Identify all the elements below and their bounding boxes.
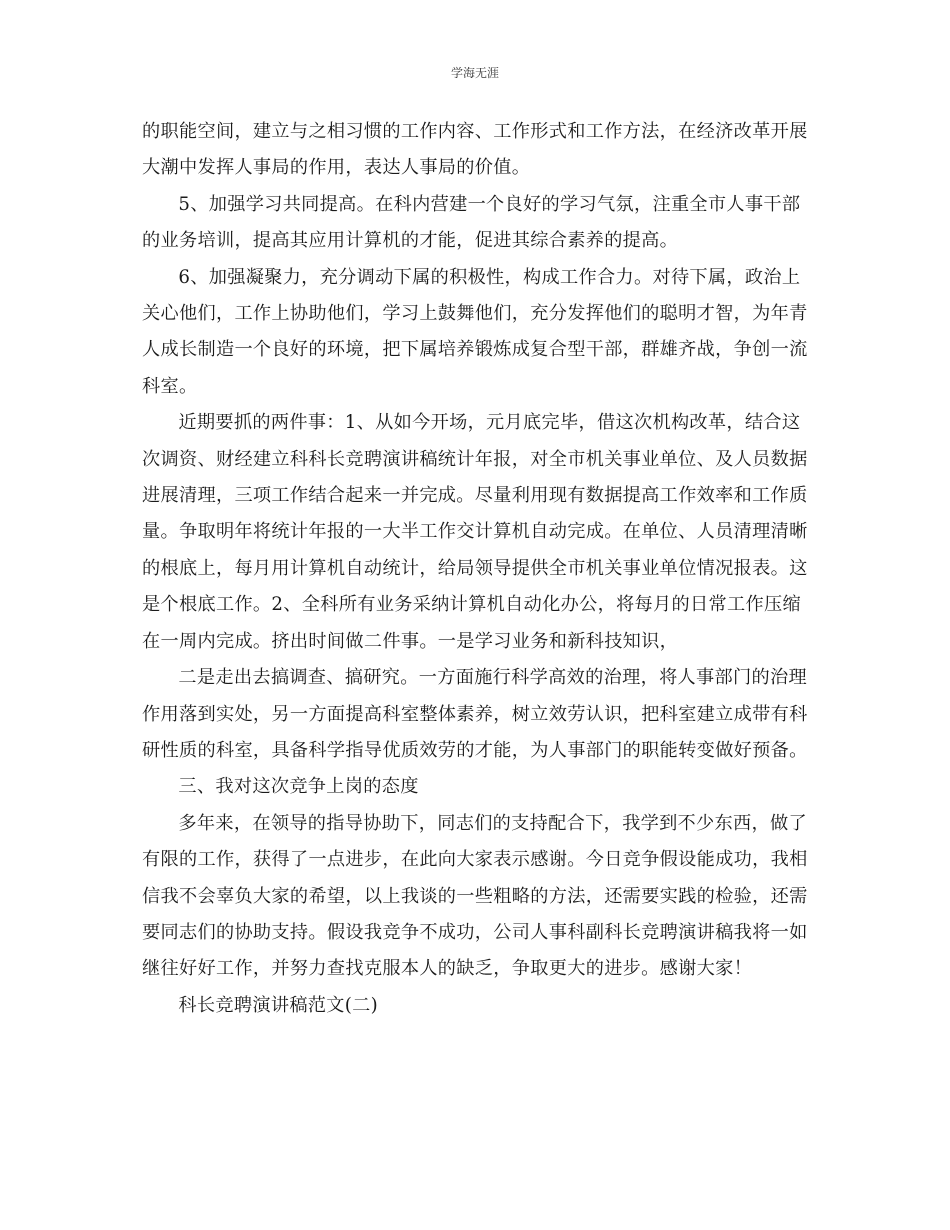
paragraph: 多年来，在领导的指导协助下，同志们的支持配合下，我学到不少东西，做了有限的工作，获得了一点进步，在此向大家表示感谢。今日竞争假设能成功，我相信我不会辜负大家的希望，以上我谈的一些粗略的方法，还需要实践的检验，还需要同志们的协助支持。假设我竞争不成功，公司人事科副科长竞聘演讲稿我将一如继往好好工作，并努力查找克服本人的缺乏，争取更大的进步。感谢大家！: [142, 812, 808, 980]
section-heading: 科长竞聘演讲稿范文(二): [178, 994, 379, 1016]
paragraph: 6、加强凝聚力，充分调动下属的积极性，构成工作合力。对待下属，政治上关心他们，工作上协助他们，学习上鼓舞他们，充分发挥他们的聪明才智，为年青人成长制造一个良好的环境，把下属培养锻炼成复合型干部，群雄齐战，争创一流科室。: [142, 266, 808, 397]
page-header: 学海无涯: [450, 66, 499, 80]
section-heading: 三、我对这次竞争上岗的态度: [178, 776, 419, 798]
document-body: [142, 114, 810, 1024]
paragraph: 近期要抓的两件事：1、从如今开场，元月底完毕，借这次机构改革，结合这次调资、财经建立科科长竞聘演讲稿统计年报，对全市机关事业单位、及人员数据进展清理，三项工作结合起来一并完成。尽量利用现有数据提高工作效率和工作质量。争取明年将统计年报的一大半工作交计算机自动完成。在单位、人员清理清晰的根底上，每月用计算机自动统计，给局领导提供全市机关事业单位情况报表。这是个根底工作。2、全科所有业务采纳计算机自动化办公，将每月的日常工作压缩在一周内完成。挤出时间做二件事。一是学习业务和新科技知识，: [142, 412, 808, 652]
paragraph: 5、加强学习共同提高。在科内营建一个良好的学习气氛，注重全市人事干部的业务培训，提高其应用计算机的才能，促进其综合素养的提高。: [142, 193, 801, 252]
paragraph: 二是走出去搞调查、搞研究。一方面施行科学高效的治理，将人事部门的治理作用落到实处，另一方面提高科室整体素养，树立效劳认识，把科室建立成带有科研性质的科室，具备科学指导优质效劳的才能，为人事部门的职能转变做好预备。: [142, 667, 808, 761]
paragraph: 的职能空间，建立与之相习惯的工作内容、工作形式和工作方法，在经济改革开展大潮中发挥人事局的作用，表达人事局的价值。: [142, 121, 808, 179]
